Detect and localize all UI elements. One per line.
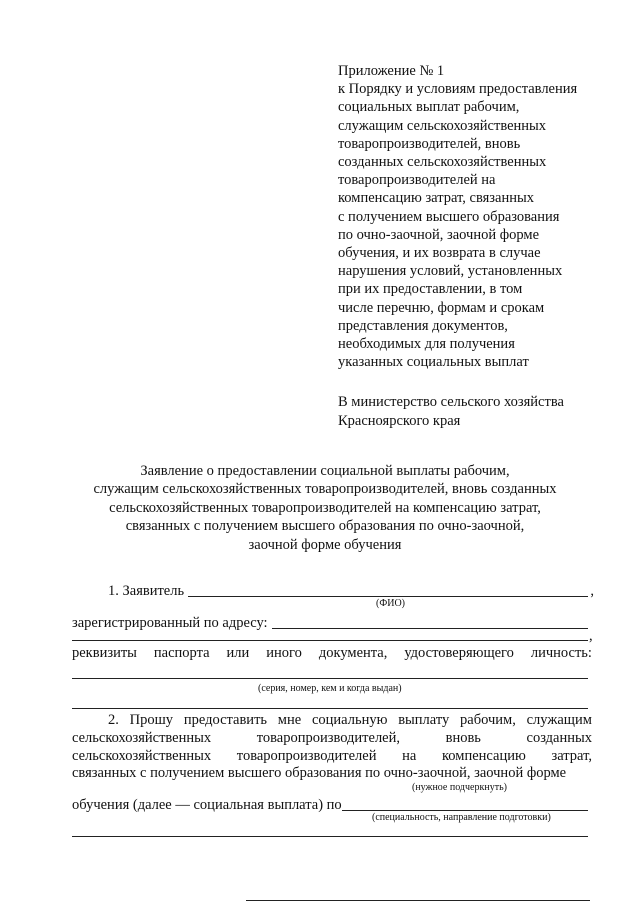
recipient-line-0: В министерство сельского хозяйства [338,394,564,410]
specialty-hint: (специальность, направление подготовки) [372,812,551,823]
passport-row [72,645,592,662]
annex-line-3: служащим сельскохозяйственных [338,117,547,134]
passport-details-line[interactable] [72,678,588,679]
request1-word-2: предоставить [183,712,268,728]
request2-word-3: созданных [526,730,592,746]
annex-line-2: социальных выплат рабочим, [338,99,520,116]
annex-line-9: по очно-заочной, заочной форме [338,226,540,243]
passport-word-4: документа, [318,645,388,661]
annex-line-0: Приложение № 1 [338,63,445,79]
specialty-continuation-line[interactable] [72,836,588,837]
request1-word-3: мне [277,712,302,728]
applicant-row [108,582,594,600]
request-line-4: связанных с получением высшего образования по очно-заочной, заочной форме [72,765,567,781]
annex-header [338,62,628,371]
passport-word-5: удостоверяющего [404,645,514,661]
annex-line-15: необходимых для получения [338,336,515,353]
annex-line-16: указанных социальных выплат [338,354,529,371]
passport-word-6: личность: [530,645,592,661]
request1-word-4: социальную [311,712,388,728]
fio-hint: (ФИО) [376,598,406,609]
annex-line-5: созданных сельскохозяйственных [338,154,547,171]
title-line-3: связанных с получением высшего образования по очно-заочной, [125,518,525,535]
address-line[interactable] [272,614,588,629]
request3-word-2: на [402,748,417,764]
bottom-cut-line [246,900,590,901]
address-continuation-line[interactable] [72,640,588,641]
passport-details-line-2[interactable] [72,708,588,709]
request3-word-0: сельскохозяйственных [72,748,212,764]
annex-line-6: товаропроизводителей на [338,172,496,189]
request3-word-1: товаропроизводителей [236,748,377,764]
request2-word-0: сельскохозяйственных [72,730,212,746]
annex-line-10: обучения, и их возврата в случае [338,245,541,262]
request1-word-7: служащим [526,712,592,728]
application-title [60,462,590,554]
annex-line-14: представления документов, [338,317,508,334]
request2-word-1: товаропроизводителей, [256,730,400,746]
annex-line-12: при их предоставлении, в том [338,281,523,298]
specialty-line[interactable] [342,796,588,811]
request-line-2 [72,730,592,747]
request2-word-2: вновь [445,730,481,746]
annex-line-7: компенсацию затрат, связанных [338,190,534,207]
applicant-name-line[interactable] [188,582,588,597]
address-comma: , [589,628,593,644]
underline-hint: (нужное подчеркнуть) [412,782,507,793]
request3-word-3: компенсацию [442,748,526,764]
passport-word-1: паспорта [153,645,210,661]
request3-word-4: затрат, [551,748,592,764]
recipient-block [338,393,628,431]
recipient-line-1: Красноярского края [338,413,461,429]
address-label: зарегистрированный по адресу: [72,615,268,631]
request-line-3 [72,748,592,765]
applicant-comma: , [590,583,594,599]
request1-word-1: Прошу [129,712,174,728]
title-line-0: Заявление о предоставлении социальной выплаты рабочим, [140,463,510,479]
title-line-4: заочной форме обучения [248,536,402,553]
request1-word-5: выплату [398,712,450,728]
applicant-label: 1. Заявитель [108,583,185,599]
annex-line-11: нарушения условий, установленных [338,263,563,280]
specialty-label: обучения (далее — социальная выплата) по [72,797,342,813]
annex-line-8: с получением высшего образования [338,208,560,225]
address-row [72,614,590,632]
passport-hint: (серия, номер, кем и когда выдан) [258,683,402,694]
request1-word-6: рабочим, [460,712,516,728]
request-line-1 [108,712,592,729]
annex-line-13: числе перечню, формам и срокам [338,299,545,316]
annex-line-4: товаропроизводителей, вновь [338,135,521,152]
request1-word-0: 2. [108,712,119,728]
annex-line-1: к Порядку и условиям предоставления [338,81,578,98]
passport-word-0: реквизиты [72,645,137,661]
title-line-1: служащим сельскохозяйственных товаропроизводителей, вновь созданных [93,481,557,498]
passport-word-2: или [226,645,250,661]
passport-word-3: иного [266,645,302,661]
title-line-2: сельскохозяйственных товаропроизводителей на компенсацию затрат, [109,499,541,516]
